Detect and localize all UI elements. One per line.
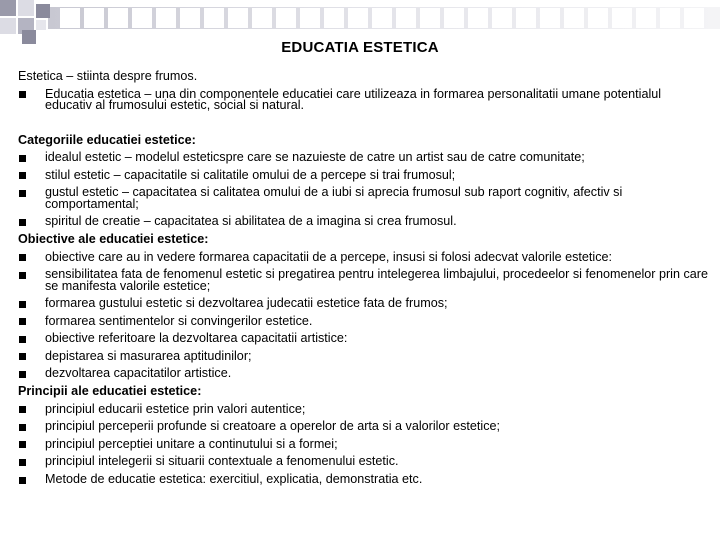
square-bullet-icon bbox=[19, 477, 26, 484]
list-item-text: Metode de educatie estetica: exercitiul, explicatia, demonstratia etc. bbox=[45, 472, 423, 486]
square-bullet-icon bbox=[19, 459, 26, 466]
list-item-text: stilul estetic – capacitatile si calitatile omului de a percepe si trai frumosul; bbox=[45, 167, 456, 182]
page-title-text: EDUCATIA ESTETICA bbox=[281, 39, 439, 56]
list-item-text: principiul intelegerii si situarii contextuale a fenomenului estetic. bbox=[45, 454, 399, 469]
list-item-text: principiul perceptiei unitare a continutului si a formei; bbox=[45, 436, 338, 451]
square-bullet-icon bbox=[19, 424, 26, 431]
list-item bbox=[18, 365, 708, 383]
square-bullet-icon bbox=[19, 272, 26, 279]
list-item-text: sensibilitatea fata de fenomenul estetic si pregatirea pentru intelegerea limbajului, procedeelor si fenomenelor prin care se manifesta valorile estetice; bbox=[45, 267, 708, 293]
square-bullet-icon bbox=[19, 219, 26, 226]
list-item bbox=[18, 418, 708, 436]
list-item-text: formarea gustului estetic si dezvoltarea judecatii estetice fata de frumos; bbox=[45, 296, 448, 311]
list-item-text: principiul educarii estetice prin valori autentice; bbox=[45, 401, 306, 416]
list-item-text: obiective referitoare la dezvoltarea capacitatii artistice: bbox=[45, 331, 348, 346]
square-bullet-icon bbox=[19, 406, 26, 413]
list-item bbox=[18, 249, 708, 267]
slide-body bbox=[18, 68, 708, 489]
square-bullet-icon bbox=[19, 371, 26, 378]
list-item-text: obiective care au in vedere formarea capacitatii de a percepe, insusi si folosi adecvat valorile estetice: bbox=[45, 249, 613, 264]
list-item bbox=[18, 401, 708, 419]
list-item bbox=[18, 453, 708, 471]
list-item bbox=[18, 330, 708, 348]
list-item-text: spiritul de creatie – capacitatea si abilitatea de a imagina si crea frumosul. bbox=[45, 214, 457, 229]
list-item-text: principiul perceperii profunde si creatoare a operelor de arta si a valorilor estetice; bbox=[45, 419, 501, 434]
list-item-text: depistarea si masurarea aptitudinilor; bbox=[45, 348, 252, 363]
list-item bbox=[18, 184, 708, 213]
square-bullet-icon bbox=[19, 91, 26, 98]
square-bullet-icon bbox=[19, 301, 26, 308]
list-item-text: Educatia estetica – una din componentele educatiei care utilizeaza in formarea personalitatii umane potentialul educativ al frumosului estetic, social si natural. bbox=[45, 86, 662, 113]
list-item-text: idealul estetic – modelul esteticspre care se nazuieste de catre un artist sau de catre comunitate; bbox=[45, 150, 585, 165]
list-item bbox=[18, 348, 708, 366]
square-bullet-icon bbox=[19, 318, 26, 325]
list-item bbox=[18, 471, 708, 489]
list-item bbox=[18, 266, 708, 295]
page-title bbox=[0, 39, 720, 56]
square-bullet-icon bbox=[19, 254, 26, 261]
list-item bbox=[18, 167, 708, 185]
list-item bbox=[18, 436, 708, 454]
list-item bbox=[18, 86, 708, 115]
square-bullet-icon bbox=[19, 336, 26, 343]
list-item bbox=[18, 149, 708, 167]
list-item bbox=[18, 213, 708, 231]
square-bullet-icon bbox=[19, 155, 26, 162]
list-item-text: formarea sentimentelor si convingerilor estetice. bbox=[45, 313, 313, 328]
categories-heading: Categoriile educatiei estetice: bbox=[18, 132, 196, 147]
list-item-text: gustul estetic – capacitatea si calitatea omului de a iubi si aprecia frumosul sub raport cognitiv, afectiv si comportamental; bbox=[45, 185, 623, 211]
list-item bbox=[18, 295, 708, 313]
list-item-text: dezvoltarea capacitatilor artistice. bbox=[45, 366, 232, 381]
objectives-heading: Obiective ale educatiei estetice: bbox=[18, 231, 209, 246]
square-bullet-icon bbox=[19, 441, 26, 448]
square-bullet-icon bbox=[19, 353, 26, 360]
square-bullet-icon bbox=[19, 190, 26, 197]
list-item bbox=[18, 313, 708, 331]
principles-heading: Principii ale educatiei estetice: bbox=[18, 384, 202, 399]
intro-line: Estetica – stiinta despre frumos. bbox=[18, 69, 198, 83]
square-bullet-icon bbox=[19, 172, 26, 179]
